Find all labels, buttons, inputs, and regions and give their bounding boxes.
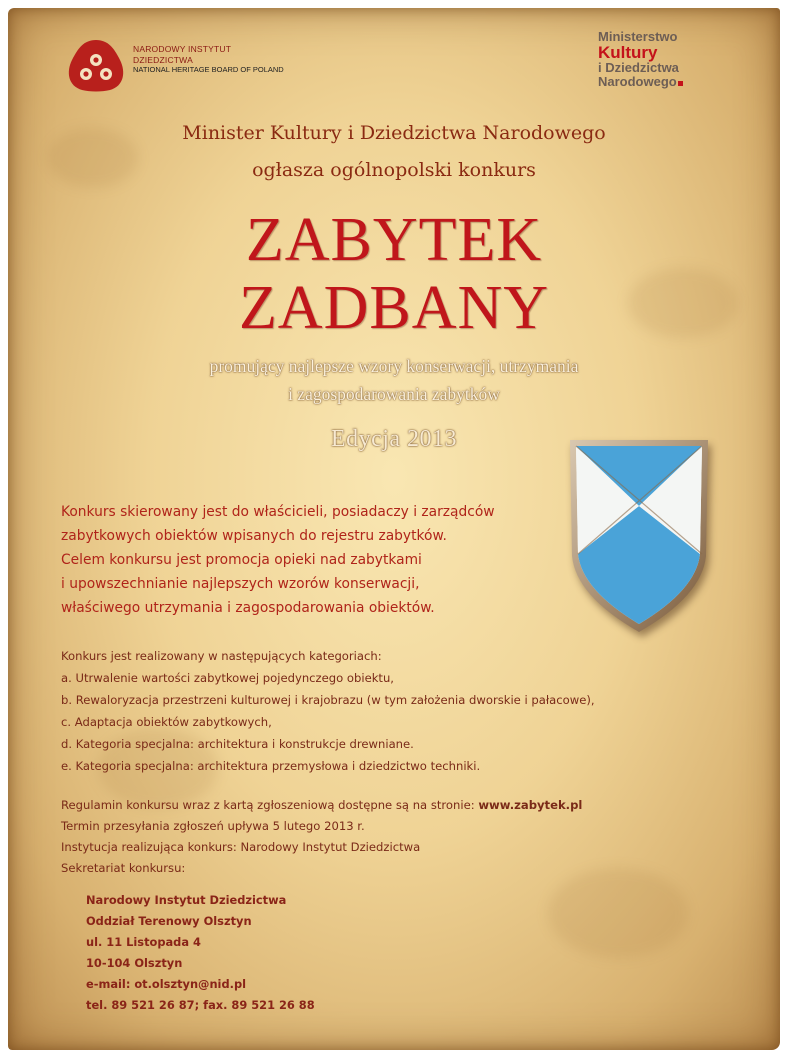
intro-line: właściwego utrzymania i zagospodarowania obiektów. xyxy=(61,600,435,616)
promo-line2: i zagospodarowania zabytków xyxy=(288,384,500,404)
nid-logo-icon xyxy=(64,38,128,94)
category-item: d. Kategoria specjalna: architektura i konstrukcje drewniane. xyxy=(61,737,414,751)
secretariat-label: Sekretariat konkursu: xyxy=(61,861,186,875)
rules-link[interactable]: www.zabytek.pl xyxy=(478,798,583,812)
contact-phone: tel. 89 521 26 87; fax. 89 521 26 88 xyxy=(86,998,315,1012)
contact-line: 10-104 Olsztyn xyxy=(86,956,183,970)
minister-line: Minister Kultury i Dziedzictwa Narodowego xyxy=(182,122,606,144)
ministry-line4-wrap xyxy=(598,75,683,89)
intro-line: Konkurs skierowany jest do właścicieli, posiadaczy i zarządców xyxy=(61,504,495,520)
nid-name-line2: DZIEDZICTWA xyxy=(133,54,193,65)
info-block xyxy=(61,795,582,879)
ministry-dot-icon xyxy=(678,81,683,86)
contact-email[interactable]: e-mail: ot.olsztyn@nid.pl xyxy=(86,977,246,991)
categories-list xyxy=(61,645,595,777)
rules-line xyxy=(61,795,582,816)
announcement-line: ogłasza ogólnopolski konkurs xyxy=(252,159,536,181)
category-item: a. Utrwalenie wartości zabytkowej pojedynczego obiektu, xyxy=(61,671,394,685)
ministry-line2: Kultury xyxy=(598,43,658,62)
ministry-logo xyxy=(598,30,683,89)
intro-line: zabytkowych obiektów wpisanych do rejestru zabytków. xyxy=(61,528,447,544)
rules-text: Regulamin konkursu wraz z kartą zgłoszeniową dostępne są na stronie: xyxy=(61,798,479,812)
promo-line1: promujący najlepsze wzory konserwacji, utrzymania xyxy=(209,356,579,376)
ministry-line3: i Dziedzictwa xyxy=(598,60,679,75)
contact-line: ul. 11 Listopada 4 xyxy=(86,935,201,949)
category-item: c. Adaptacja obiektów zabytkowych, xyxy=(61,715,272,729)
category-item: e. Kategoria specjalna: architektura przemysłowa i dziedzictwo techniki. xyxy=(61,759,481,773)
contact-address xyxy=(86,890,315,1016)
nid-name-english: NATIONAL HERITAGE BOARD OF POLAND xyxy=(133,65,284,74)
edition-label: Edycja 2013 xyxy=(330,426,458,452)
contact-line: Oddział Terenowy Olsztyn xyxy=(86,914,252,928)
title-zabytek: ZABYTEK xyxy=(245,206,543,274)
blue-shield-emblem-icon xyxy=(564,436,714,636)
intro-line: Celem konkursu jest promocja opieki nad zabytkami xyxy=(61,552,422,568)
category-item: b. Rewaloryzacja przestrzeni kulturowej i krajobrazu (w tym założenia dworskie i pałacowe), xyxy=(61,693,595,707)
institution-line: Instytucja realizująca konkurs: Narodowy Instytut Dziedzictwa xyxy=(61,840,421,854)
nid-logo-text xyxy=(133,44,284,76)
intro-line: i upowszechnianie najlepszych wzorów konserwacji, xyxy=(61,576,420,592)
contact-line: Narodowy Instytut Dziedzictwa xyxy=(86,893,287,907)
ministry-line1: Ministerstwo xyxy=(598,29,678,44)
ministry-line4: Narodowego xyxy=(598,74,677,89)
nid-name-line1: NARODOWY INSTYTUT xyxy=(133,44,232,54)
title-zadbany: ZADBANY xyxy=(238,274,550,342)
intro-paragraph xyxy=(61,500,495,620)
categories-heading: Konkurs jest realizowany w następujących kategoriach: xyxy=(61,649,382,663)
paper-stain xyxy=(548,868,688,958)
deadline-line: Termin przesyłania zgłoszeń upływa 5 lutego 2013 r. xyxy=(61,819,365,833)
